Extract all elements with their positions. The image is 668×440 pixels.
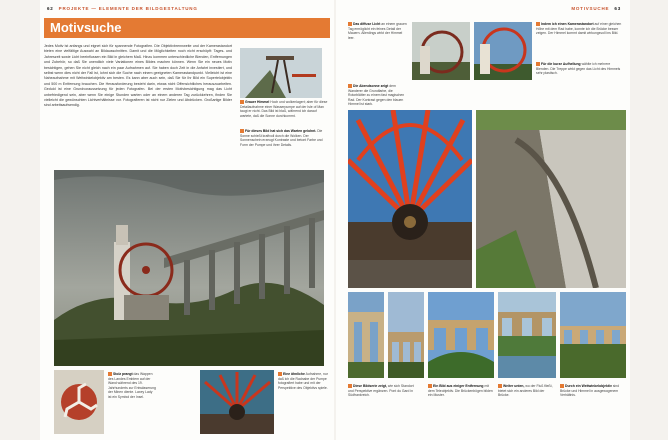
left-running-head (44, 6, 198, 11)
caption-bullet (278, 372, 282, 376)
caption-weiter-unten (498, 384, 556, 398)
left-running-title: PROJEKTE — ELEMENTE DER BILDGESTALTUNG (58, 6, 198, 11)
caption-text: Die Sonne schießt kraftvoll durch die Wolken. Der Sonnenschein erzeugt Kontraste und betont Farbe und Form der Pumpe und ihrer Details. (240, 129, 323, 147)
photo-stairs-viaduct (476, 110, 626, 288)
caption-bullet (348, 384, 352, 388)
caption-stolz (108, 372, 156, 400)
caption-bullet (348, 84, 352, 88)
caption-bullet (428, 384, 432, 388)
photo-laxey-wheel-landscape (54, 170, 324, 366)
caption-fuer-dieses-bild (240, 129, 328, 147)
caption-title: Das diffuse Licht (353, 22, 381, 26)
caption-text: mit dem Teleobjektiv. Die Brückenbögen bilden ein Muster. (428, 384, 493, 398)
right-running-title: MOTIVSUCHE (571, 6, 610, 11)
caption-bullet (240, 129, 244, 133)
caption-title: Für dieses Bild hat sich das Warten gelohnt. (245, 129, 317, 133)
caption-bullet (560, 384, 564, 388)
caption-title: Eine ähnliche (283, 372, 305, 376)
body-text: Jedes Motiv ist anfangs und eignet sich für spannende Fotografien. Die Objektivbrennweite und der Kamerastandort bieten eine vielfältige Auswahl an Bildausschnitten. Damit und die Möglichkeiten noch nicht erschöpft: Tages- und Jahreszeit sowie Licht beeinflussen ein Bild in gleichem Maß. Hinzu kommen unterschiedliche Blenden, Entfernungen und Zubehör, so daß Sie unendlich viele Variationen eines Bildes machen können. Wenn Sie ein neues Motiv besichtigen, gehen Sie nicht gleich nach ein paar Aufnahmen auf. Sie haben doch Zeit in die Anfahrt investiert, und selbst wenn dies nicht der Fall ist, lohnt sich die Suche nach einem geeigneten Kamerastandpunkt. Vielleicht ist eine Naheaufnahme mit Weitwinkelobjektiv am besten. Es kann aber auch sein, daß Sie für Ihr Bild ein Supertelobjektiv und 500 m Entfernung brauchen. Die Herausforderung besteht darin, etwas nicht Offensichtliches herauszuarbeiten. Geduld ist eine Grundvoraussetzung für jeden Fotografen. Bei der ersten Motivbesichtigung mag das Licht unbefriedigend sein, aber wenn Sie einige Stunden warten oder an einem anderen Tag zurückkehren, finden Sie vielleicht die gewünschten Lichtverhältnisse vor. Fotografieren ist nicht nur Zielen und Abdrücken. Großartige Bilder sind arbeitsaufwendig. (44, 44, 232, 108)
caption-bullet (536, 22, 540, 26)
caption-bildserie (348, 384, 420, 398)
caption-text: sind Brücke und Himmel in ausgewogenem Verhältnis. (560, 384, 620, 398)
caption-title: Indem ich einen Kamerastandort (541, 22, 594, 26)
caption-bullet (536, 62, 540, 66)
caption-ein-bild-aus (428, 384, 494, 398)
caption-grauer-himmel (240, 100, 328, 118)
caption-text: an einem grauen Tag ermöglicht ein feines Detail der Mauern. Allerdings wirkt der Himmel leer. (348, 22, 407, 40)
left-page-number: 62 (47, 6, 54, 11)
caption-title: Ein Bild aus einiger Entfernung (433, 384, 484, 388)
photo-pont-du-gard-wide (560, 292, 626, 378)
caption-diffuses-licht (348, 22, 408, 40)
caption-text: wo der Fluß fließt, bietet sich ein anderes Bild der Brücke. (498, 384, 553, 398)
photo-red-wheel-closeup (348, 110, 472, 288)
right-page-number: 63 (614, 6, 621, 11)
caption-text: Aufnahme, nur daß ich die Radnabe der Pumpe fotografiert habe und mit der Perspektive des Objektivs spiele. (278, 372, 328, 390)
right-running-head (571, 6, 624, 11)
caption-text: das Wappen des Landes Emblem auf der Wand während des 19. Jahrhunderts zur Entwässerung der Minen diente. Laxey Lady ist ein Symbol der Insel. (108, 372, 156, 399)
photo-wheel-evening (474, 22, 532, 80)
left-page (40, 0, 334, 440)
caption-title: Für die kurze Aufhellung (541, 62, 581, 66)
photo-wheel-hub (200, 370, 274, 434)
photo-pont-du-gard-1 (348, 292, 384, 378)
caption-fuer-die-kurze (536, 62, 624, 76)
caption-text: wählte ich mehrere Blenden. Die Treppe wirkt gegen das Licht des Himmels sehr plastisch. (536, 62, 621, 76)
photo-pont-du-gard-river (498, 292, 556, 378)
caption-title: Stolz prangt (113, 372, 133, 376)
caption-bullet (348, 22, 352, 26)
caption-bullet (498, 384, 502, 388)
caption-abendsonne (348, 84, 408, 107)
caption-weitwinkelobjektiv (560, 384, 626, 398)
photo-pont-du-gard-2 (388, 292, 424, 378)
caption-title: Die Abendsonne zeigt (353, 84, 389, 88)
caption-text: Hoch und wolkenlagert; aber für diese Detailaufnahme einer Wasserpumpe auf der Isle of Man taugt er nicht. Das Bild ist blaß, während ich darauf wartete, daß die Sonne durchkommt. (240, 100, 328, 118)
photo-wheel-grey (412, 22, 470, 80)
caption-text: wie sich Standort und Perspektive ergänzen. Pont du Gard in Südfrankreich. (348, 384, 414, 398)
caption-title: Durch ein Weitwinkelobjektiv (565, 384, 612, 388)
photo-pont-du-gard-3 (428, 292, 494, 378)
photo-isle-of-man-emblem (54, 370, 104, 434)
caption-bullet (108, 372, 112, 376)
section-title: Motivsuche (44, 18, 330, 38)
caption-bullet (240, 100, 244, 104)
caption-title: Grauer Himmel (245, 100, 270, 104)
caption-weitwinkel (536, 22, 624, 36)
photo-pump-grey-sky (240, 48, 322, 98)
right-page (336, 0, 630, 440)
caption-text: dem Wanderer die Grundfarbe, die Rotorblätter zu einem fast magischen Rad. Der Kontrast gegen den blauen Himmel ist stark. (348, 84, 405, 107)
caption-text: auf einer gleichen Höhe mit dem Rad habe, konnte ich die Brücke besser zeigen. Der Himmel kommt damit wirkungsvoll ins Bild. (536, 22, 622, 36)
caption-eine-aehnliche (278, 372, 330, 390)
caption-title: Diese Bildserie zeigt, (353, 384, 387, 388)
caption-title: Weiter unten, (503, 384, 525, 388)
